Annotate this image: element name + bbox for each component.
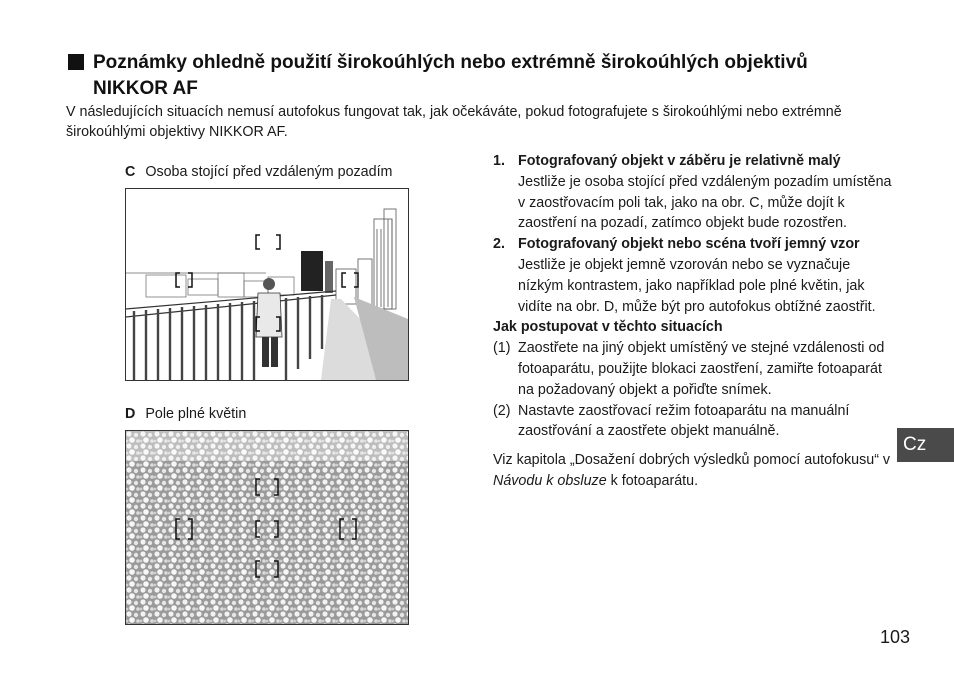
figure-c-caption: [125, 162, 392, 182]
figure-c-letter: C: [125, 164, 136, 180]
figure-c-image: [125, 188, 409, 381]
step-2-text: Nastavte zaostřovací režim fotoaparátu na manuální zaostřování a zaostřete objekt manuálně.: [518, 402, 850, 440]
right-column: [493, 151, 893, 492]
item-1-number: 1.: [493, 153, 505, 169]
item-1-title: Fotografovaný objekt v záběru je relativně malý: [518, 153, 841, 169]
step-2: [493, 401, 893, 443]
list-item-2: [493, 234, 893, 317]
figure-d-letter: D: [125, 406, 136, 422]
figure-d-caption: [125, 404, 246, 424]
language-tab: Cz: [897, 428, 954, 462]
step-1-text: Zaostřete na jiný objekt umístěný ve stejné vzdálenosti od fotoaparátu, použijte blokaci zaostření, zamiřte fotoaparát na požadovaný objekt a pořiďte snímek.: [518, 340, 885, 398]
item-2-number: 2.: [493, 236, 505, 253]
item-2-title: Fotografovaný objekt nebo scéna tvoří jemný vzor: [518, 236, 860, 253]
see-also: [493, 450, 893, 492]
item-1-body: Jestliže je osoba stojící před vzdáleným pozadím umístěna v zaostřovacím poli tak, jako na obr. C, může dojít k zaostření na pozadí, zatímco objekt bude rozostřen.: [518, 173, 892, 232]
step-2-number: (2): [493, 402, 511, 419]
intro-paragraph: V následujících situacích nemusí autofokus fungovat tak, jak očekáváte, pokud fotografujete s širokoúhlými nebo extrémně širokoúhlými objektivy NIKKOR AF.: [66, 104, 842, 140]
list-item-1: [493, 151, 893, 234]
figure-d-caption-text: Pole plné květin: [145, 406, 247, 422]
figure-d-image: [125, 430, 409, 625]
step-1: [493, 338, 893, 400]
see-also-prefix: Viz kapitola „Dosažení dobrých výsledků pomocí autofokusu“ v: [493, 452, 891, 469]
figure-c-caption-text: Osoba stojící před vzdáleným pozadím: [145, 164, 393, 180]
heading-text: Poznámky ohledně použití širokoúhlých nebo extrémně širokoúhlých objektivů NIKKOR AF: [93, 52, 808, 99]
item-2-body: Jestliže je objekt jemně vzorován nebo se vyznačuje nízkým kontrastem, jako například pole plné květin, jak vidíte na obr. D, může být pro autofokus obtížné zaostřit.: [518, 256, 876, 315]
see-also-suffix: k fotoaparátu.: [606, 472, 699, 489]
heading-square-icon: [68, 54, 84, 70]
page-number: 103: [880, 627, 911, 647]
step-1-number: (1): [493, 340, 511, 357]
how-title: Jak postupovat v těchto situacích: [493, 319, 723, 336]
section-heading: [66, 50, 866, 102]
see-also-manual-title: Návodu k obsluze: [493, 472, 607, 489]
